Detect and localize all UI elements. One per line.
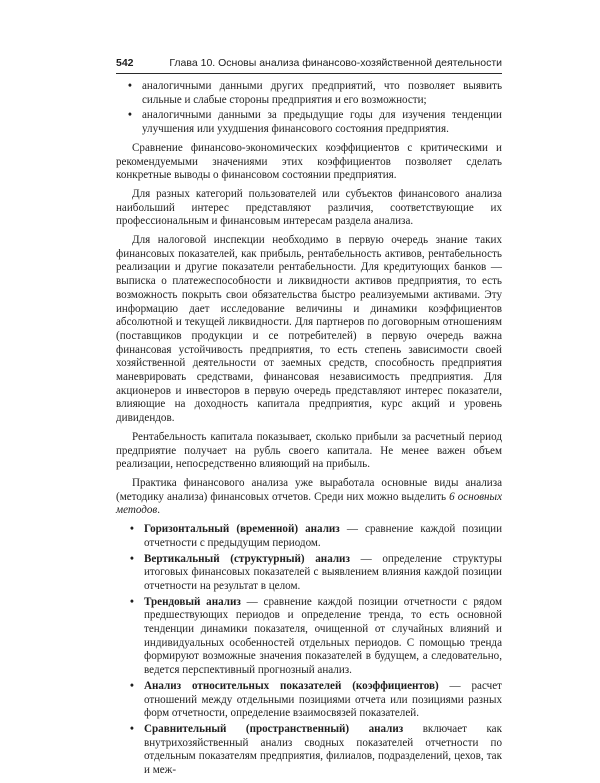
method-item-horizontal	[116, 523, 502, 550]
methods-emphasis: 6 основных методов	[116, 490, 502, 517]
methods-intro-paragraph	[116, 477, 502, 518]
method-term: Анализ относительных показателей (коэффициентов)	[144, 679, 439, 692]
intro-bullet-list	[116, 80, 502, 137]
method-term: Горизонтальный (временной) анализ	[144, 523, 340, 536]
method-item-ratios	[116, 680, 502, 721]
methods-intro-end: .	[157, 504, 161, 517]
method-description: включает как внутрихозяйственный анализ сводных показателей отчетности по отдельным показателям предприятия, филиалов, подразделений, цехов, так и меж-	[144, 722, 502, 777]
page-body	[116, 80, 502, 783]
method-term: Вертикальный (структурный) анализ	[144, 552, 350, 565]
paragraph: Для разных категорий пользователей или субъектов финансового анализа наибольший интерес представляют различия, соответствующие их профессиональным и финансовым интересам раздела анализа.	[116, 187, 502, 228]
method-item-trend	[116, 596, 502, 678]
list-item: • аналогичными данными за предыдущие годы для изучения тенденции улучшения или ухудшения финансового состояния предприятия.	[116, 109, 502, 136]
page-number: 542	[116, 57, 134, 69]
methods-list	[116, 523, 502, 778]
methods-intro-text: Практика финансового анализа уже выработала основные виды анализа (методику анализа) финансовых отчетов. Среди них можно выделить	[116, 476, 502, 503]
method-term: Трендовый анализ	[144, 595, 241, 608]
method-description: — определение структуры итоговых финансовых показателей с выявлением влияния каждой позиции отчетности на результат в целом.	[144, 552, 502, 592]
running-header	[116, 55, 502, 74]
method-description: — сравнение каждой позиции отчетности с рядом предшествующих периодов и определение тренда, то есть основной тенденции динамики показателя, очищенной от случайных влияний и индивидуальных особенностей отдельных периодов. С помощью тренда формируют возможные значения показателей в будущем, а следовательно, ведется перспективный прогнозный анализ.	[144, 595, 502, 677]
chapter-title: Глава 10. Основы анализа финансово-хозяйственной деятельности	[169, 57, 502, 69]
list-item: • аналогичными данными других предприятий, что позволяет выявить сильные и слабые стороны предприятия и его возможности;	[116, 80, 502, 107]
paragraph: Рентабельность капитала показывает, сколько прибыли за расчетный период предприятие получает на рубль своего капитала. Не менее важен объем реализации, непосредственно влияющий на прибыль.	[116, 430, 502, 471]
method-description: — расчет отношений между отдельными позициями отчета или позициями разных форм отчетности, определение взаимосвязей показателей.	[144, 679, 503, 720]
paragraph: Для налоговой инспекции необходимо в первую очередь знание таких финансовых показателей, как прибыль, рентабельность активов, рентабельность реализации и другие показатели рентабельности. Для кредитующих банков — выписка о платежеспособности и ликвидности активов предприятия, то есть возможность покрыть свои обязательства быстро реализуемыми активами. Эту информацию дает исследование величины и динамики коэффициентов абсолютной и текущей ликвидности. Для партнеров по договорным отношениям (поставщиков продукции и се потребителей) в первую очередь важна финансовая устойчивость предприятия, то есть степень зависимости своей хозяйственной деятельности от заемных средств, способность предприятия маневрировать средствами, финансовая независимость предприятия. Для акционеров и инвесторов в первую очередь представляют интерес показатели, влияющие на доходность капитала предприятия, курс акций и уровень дивидендов.	[116, 234, 502, 425]
method-term: Сравнительный (пространственный) анализ	[144, 722, 404, 735]
method-description: — сравнение каждой позиции отчетности с предыдущим периодом.	[144, 523, 503, 549]
method-item-comparative	[116, 723, 502, 778]
method-item-vertical	[116, 553, 502, 594]
paragraph: Сравнение финансово-экономических коэффициентов с критическими и рекомендуемыми значениями этих коэффициентов позволяет сделать конкретные выводы о финансовом состоянии предприятия.	[116, 141, 502, 182]
